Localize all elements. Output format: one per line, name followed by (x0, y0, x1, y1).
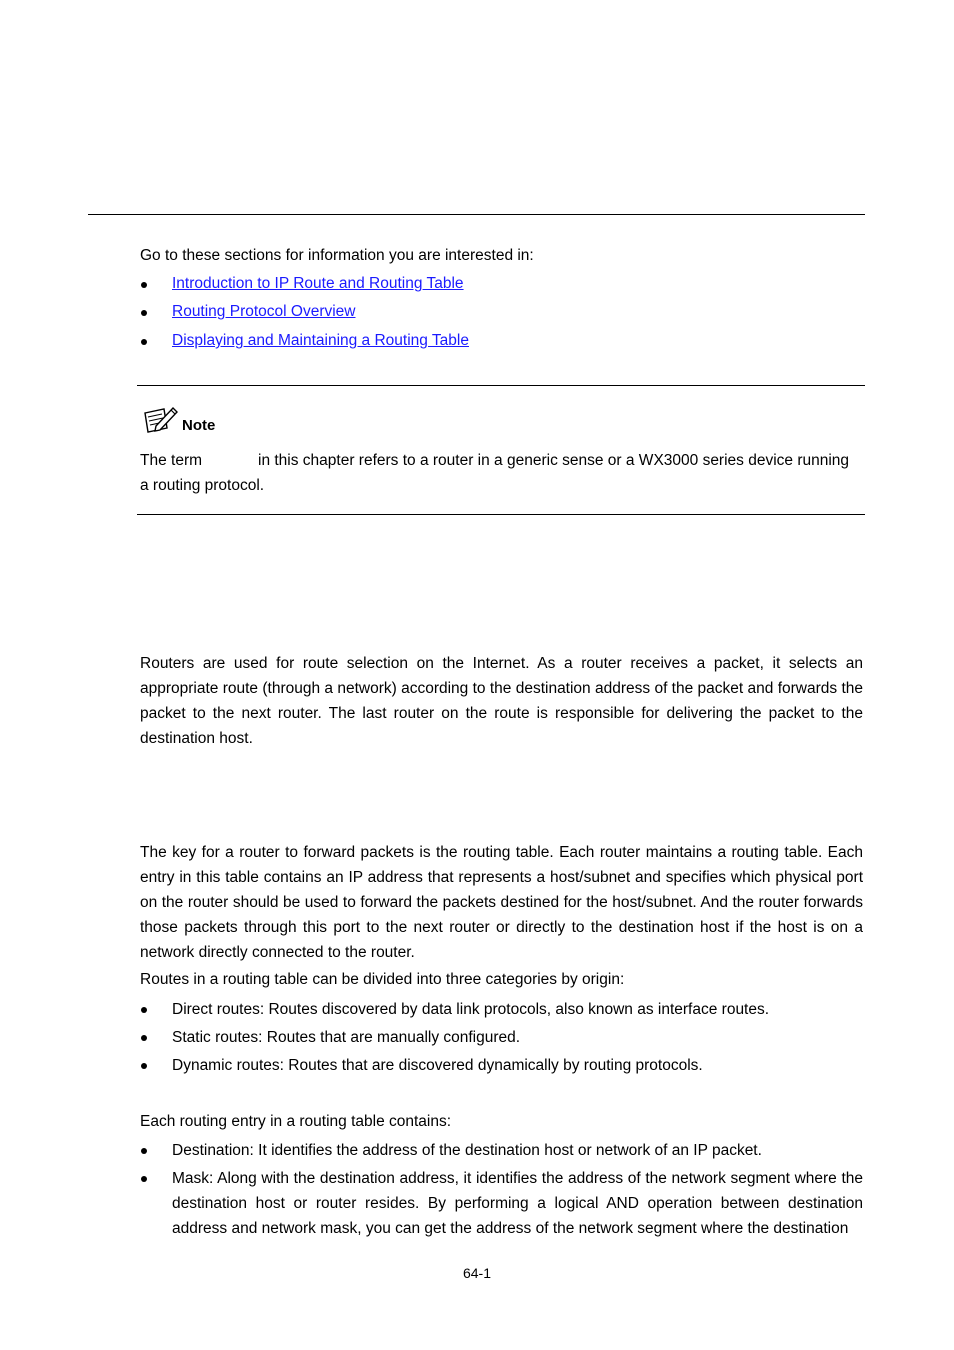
entry-intro: Each routing entry in a routing table contains: (140, 1113, 452, 1130)
note-label: Note (182, 417, 216, 434)
bullet (141, 1176, 147, 1182)
bullet (141, 1007, 147, 1013)
bullet (141, 1148, 147, 1154)
toc-link-displaying[interactable]: Displaying and Maintaining a Routing Table (172, 332, 469, 349)
bullet (141, 339, 147, 345)
categories-intro: Routes in a routing table can be divided into three categories by origin: (140, 971, 625, 988)
page-number: 64-1 (462, 1265, 492, 1281)
origin-item: Dynamic routes: Routes that are discovered dynamically by routing protocols. (172, 1057, 703, 1074)
toc-link-protocol-overview[interactable]: Routing Protocol Overview (172, 303, 356, 320)
note-top-rule (137, 385, 865, 386)
note-icon (142, 404, 180, 434)
bullet (141, 1063, 147, 1069)
intro-text: Go to these sections for information you are interested in: (140, 247, 534, 264)
routing-table-paragraph: The key for a router to forward packets is the routing table. Each router maintains a routing table. Each entry in this table contains an IP address that represents a host/subnet and specifies which physical port on the router should be used to forward the packets destined for the host/subnet. And the router forwards those packets through this port to the next router or directly to the destination host if the host is on a network directly connected to the router. (140, 844, 863, 961)
origin-item: Direct routes: Routes discovered by data link protocols, also known as interface routes. (172, 1001, 770, 1018)
bullet (141, 282, 147, 288)
bullet (141, 310, 147, 316)
entry-item: Mask: Along with the destination address, it identifies the address of the network segment where the destination host or router resides. By performing a logical AND operation between destination address and network mask, you can get the address of the network segment where the destination (172, 1170, 863, 1237)
note-text-start: The term (140, 452, 203, 469)
note-text-end: in this chapter refers to a router in a generic sense or a WX3000 series device running (258, 452, 850, 469)
bullet (141, 1035, 147, 1041)
origin-item: Static routes: Routes that are manually configured. (172, 1029, 521, 1046)
routing-paragraph: Routers are used for route selection on the Internet. As a router receives a packet, it selects an appropriate route (through a network) according to the destination address of the packet and forwards the packet to the next router. The last router on the route is responsible for delivering the packet to the destination host. (140, 655, 863, 747)
entry-item: Destination: It identifies the address of the destination host or network of an IP packet. (172, 1142, 762, 1159)
note-bottom-rule (137, 514, 865, 515)
note-text-line2: a routing protocol. (140, 477, 265, 494)
header-rule (88, 214, 865, 215)
toc-link-intro[interactable]: Introduction to IP Route and Routing Table (172, 275, 464, 292)
